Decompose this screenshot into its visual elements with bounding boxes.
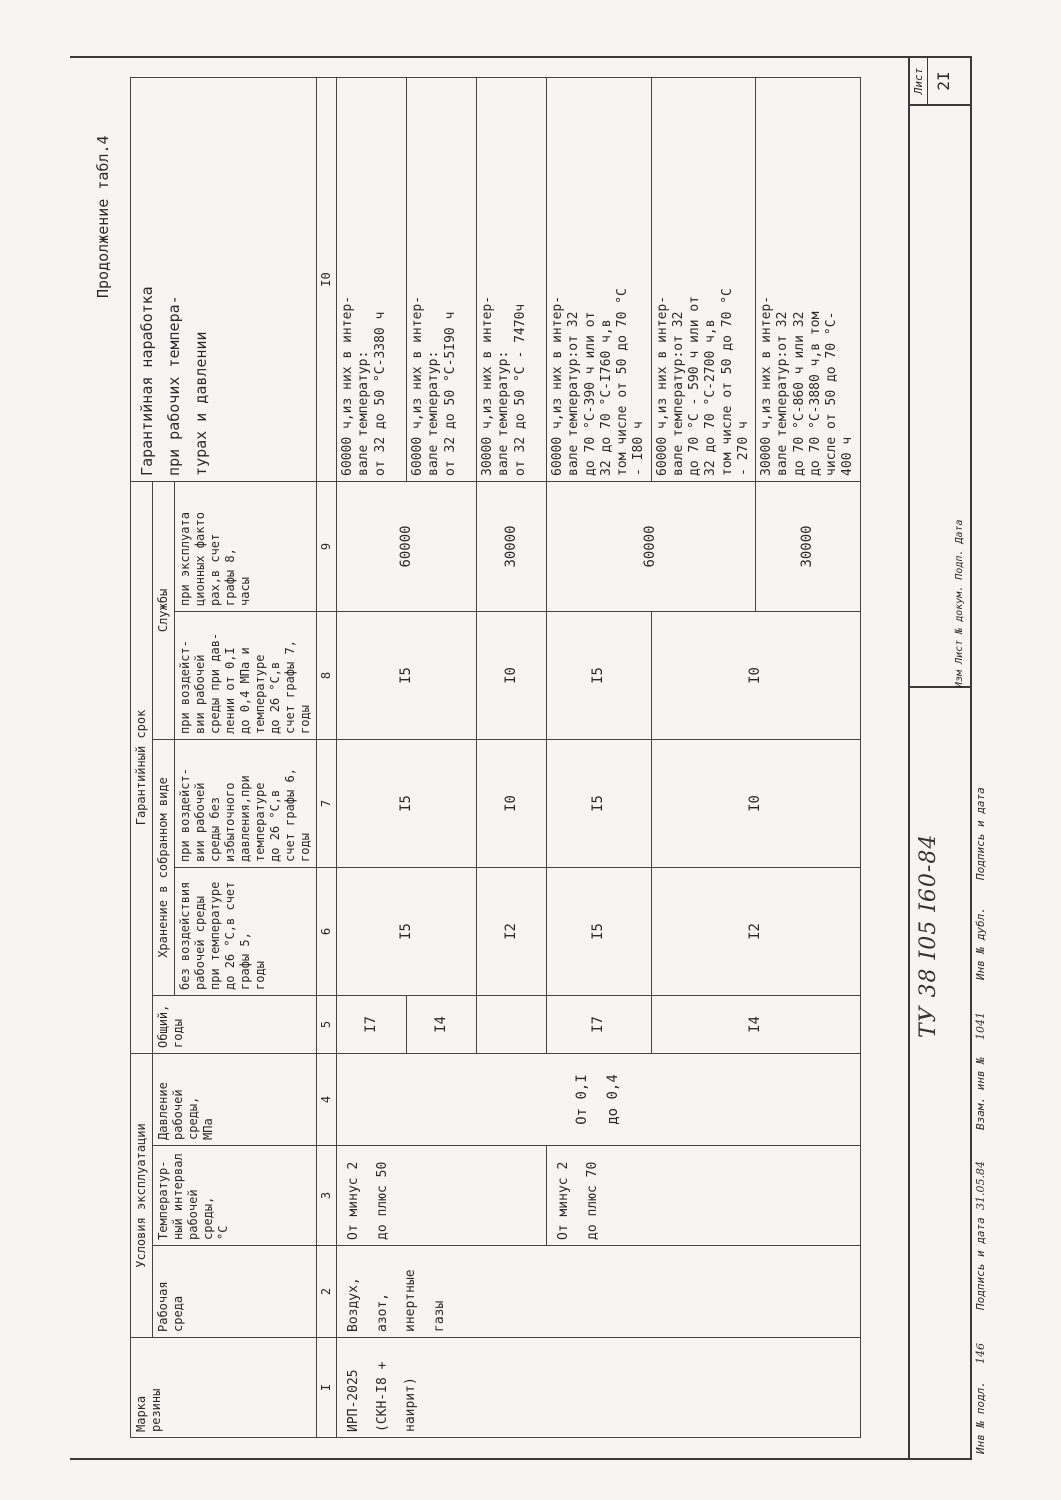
service-hours: 30000 — [756, 481, 861, 611]
total-years — [477, 995, 547, 1053]
pressure-cell: От 0,I до 0,4 — [337, 1053, 861, 1145]
sign-date-label: Подпись и дата — [974, 1217, 987, 1310]
total-years: I4 — [407, 995, 477, 1053]
header-service-group: Службы — [153, 481, 175, 739]
no-pressure-years: I5 — [337, 739, 477, 867]
title-block — [908, 58, 972, 1458]
service-hours: 60000 — [547, 481, 756, 611]
stamp-labels: Изм Лист № докум. Подп. Дата — [954, 519, 965, 688]
storage-years: I2 — [477, 867, 547, 995]
header-total: Общий, годы — [153, 995, 317, 1053]
total-years: I4 — [651, 995, 860, 1053]
col-number: 9 — [317, 481, 337, 611]
col-number: 8 — [317, 611, 337, 739]
runtime-text: 60000 ч,из них в интер- вале температур:от 32 до 70 °С - 590 ч или от 32 до 70 °С-2700 ч,в том числе от 50 до 70 °С - 270 ч — [651, 77, 756, 481]
header-runtime: Гарантийная наработка при рабочих темпера- турах и давлении — [131, 77, 317, 481]
temp-range-a: От минус 2 до плюс 50 — [337, 1146, 547, 1246]
header-temperature: Температур- ный интервал рабочей среды, °С — [153, 1146, 317, 1246]
col-number: 5 — [317, 995, 337, 1053]
dup-inv-label: Инв № дубл. — [974, 907, 987, 980]
page-frame — [70, 56, 972, 1460]
total-years: I7 — [547, 995, 652, 1053]
with-pressure-years: I5 — [547, 611, 652, 739]
with-pressure-years: I0 — [477, 611, 547, 739]
sign-date-label-2: Подпись и дата — [974, 787, 987, 880]
temp-range-b: От минус 2 до плюс 70 — [547, 1146, 861, 1246]
runtime-text: 30000 ч,из них в интер- вале температур: от 32 до 50 °С - 7470ч — [477, 77, 547, 481]
sheet-number: 2I — [934, 71, 953, 91]
col-number: 7 — [317, 739, 337, 867]
header-medium: Рабочая среда — [153, 1246, 317, 1338]
rotated-content — [70, 60, 990, 1460]
header-warranty-group: Гарантийный срок — [131, 481, 153, 1053]
sign-date-value: 31.05.84 — [974, 1161, 987, 1210]
no-pressure-years: I0 — [651, 739, 860, 867]
with-pressure-years: I0 — [651, 611, 860, 739]
col-number: 4 — [317, 1053, 337, 1145]
col-number: 6 — [317, 867, 337, 995]
inventory-strip — [970, 60, 991, 1460]
rubber-mark-cell: ИРП-2025 (СКН-I8 + наирит) — [337, 1338, 861, 1438]
storage-years: I5 — [547, 867, 652, 995]
storage-years: I2 — [651, 867, 860, 995]
header-storage-no-pressure: при воздейст- вии рабочей среды без избыточного давления,при температуре до 26 °С,в счет графы 6, годы — [175, 739, 317, 867]
total-years: I7 — [337, 995, 407, 1053]
col-number: 3 — [317, 1146, 337, 1246]
col-number: I0 — [317, 77, 337, 481]
header-storage-group: Хранение в собранном виде — [153, 739, 175, 995]
no-pressure-years: I0 — [477, 739, 547, 867]
runtime-text: 60000 ч,из них в интер- вале температур: от 32 до 50 °С-3380 ч — [337, 77, 407, 481]
replace-inv-value: 1041 — [974, 1012, 987, 1040]
col-number: 2 — [317, 1246, 337, 1338]
sheet-number-box — [910, 58, 972, 106]
col-number: I — [317, 1338, 337, 1438]
header-storage-no-medium: без воздействия рабочей среды при температуре до 26 °С,в счет графы 5, годы — [175, 867, 317, 995]
header-service-hours: при эксплуата ционных факто рах,в счет графы 8, часы — [175, 481, 317, 611]
storage-years: I5 — [337, 867, 477, 995]
service-hours: 60000 — [337, 481, 477, 611]
continuation-title: Продолжение табл.4 — [94, 135, 112, 298]
runtime-text: 30000 ч,из них в интер- вале температур:от 32 до 70 °С-860 ч или 32 до 70 °С-3880 ч,в том числе от 50 до 70 °С- 400 ч — [756, 77, 861, 481]
inv-orig-label: Инв № подл. — [974, 1381, 987, 1454]
replace-inv-label: Взам. инв № — [974, 1057, 987, 1130]
document-code: ТУ 38 I05 I60-84 — [916, 833, 941, 1038]
no-pressure-years: I5 — [547, 739, 652, 867]
with-pressure-years: I5 — [337, 611, 477, 739]
working-medium-cell: Воздух, азот, инертные газы — [337, 1246, 861, 1338]
header-mark: Марка резины — [131, 1338, 317, 1438]
runtime-text: 60000 ч,из них в интер- вале температур: от 32 до 50 °С-5I90 ч — [407, 77, 477, 481]
service-hours: 30000 — [477, 481, 547, 611]
spec-table — [130, 77, 861, 1438]
header-service-pressure: при воздейст- вии рабочей среды при дав- лении от 0,I до 0,4 МПа и температуре до 26 °С,в счет графы 7, годы — [175, 611, 317, 739]
runtime-text: 60000 ч,из них в интер- вале температур:от 32 до 70 °С-390 ч или от 32 до 70 °С-I760 ч,в том числе от 50 до 70 °С - I80 ч — [547, 77, 652, 481]
sheet-label: Лист — [910, 58, 928, 104]
inv-orig-value: 146 — [974, 1343, 987, 1364]
header-pressure: Давление рабочей среды, МПа — [153, 1053, 317, 1145]
header-exploitation-group: Условия эксплуатации — [131, 1053, 153, 1337]
